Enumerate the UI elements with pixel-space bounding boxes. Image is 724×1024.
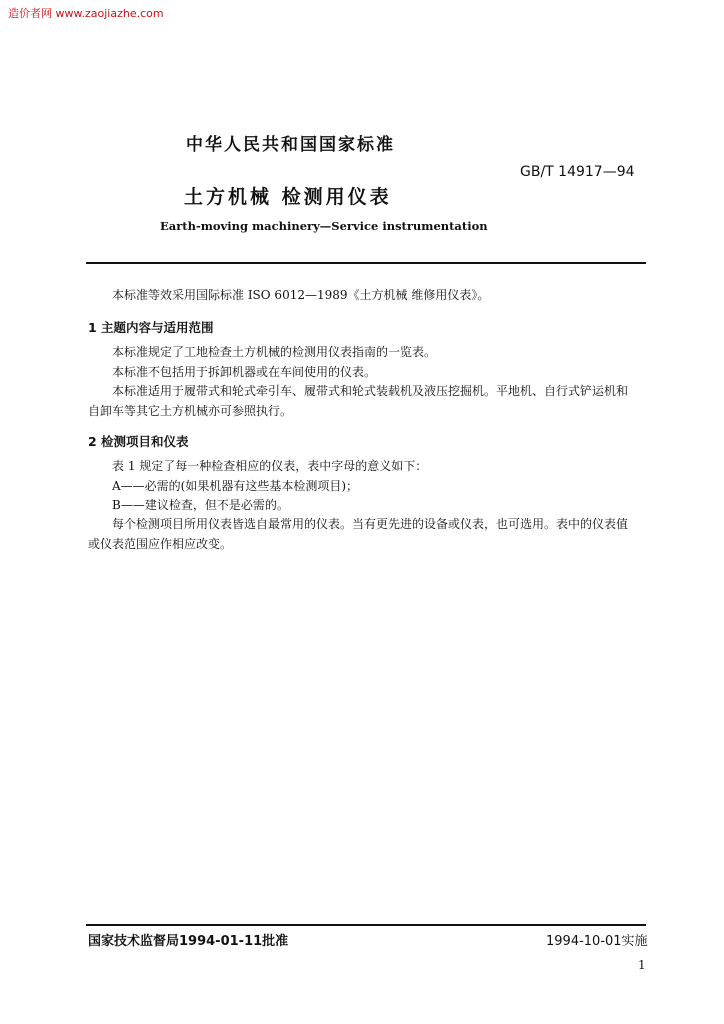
approval-line: 国家技术监督局1994-01-11批准 [88, 934, 289, 949]
section-2-paragraph-4-line-1: 每个检测项目所用仪表皆选自最常用的仪表。当有更先进的设备或仪表，也可选用。表中的仪表值 [112, 517, 629, 531]
section-1-paragraph-1: 本标准规定了工地检查土方机械的检测用仪表指南的一览表。 [112, 345, 437, 359]
section-2-paragraph-1: 表 1 规定了每一种检查相应的仪表，表中字母的意义如下： [112, 459, 428, 473]
section-2-heading: 2 检测项目和仪表 [88, 434, 189, 449]
page-number: 1 [638, 958, 646, 972]
section-1-paragraph-3-line-2: 自卸车等其它土方机械亦可参照执行。 [88, 404, 293, 418]
section-1-paragraph-3-line-1: 本标准适用于履带式和轮式牵引车、履带式和轮式装载机及液压挖掘机。平地机、自行式铲运机和 [112, 384, 629, 398]
national-standard-heading: 中华人民共和国国家标准 [186, 135, 395, 155]
document-title-en: Earth-moving machinery—Service instrumentation [160, 219, 488, 233]
section-2-item-b: B——建议检查，但不是必需的。 [112, 498, 289, 512]
intro-paragraph: 本标准等效采用国际标准 ISO 6012—1989《土方机械 维修用仪表》。 [112, 288, 490, 302]
section-1-paragraph-2: 本标准不包括用于拆卸机器或在车间使用的仪表。 [112, 365, 377, 379]
implementation-date: 1994-10-01实施 [546, 934, 648, 949]
watermark-text: 造价者网 www.zaojiazhe.com [8, 7, 164, 20]
section-2-item-a: A——必需的(如果机器有这些基本检测项目)； [112, 479, 359, 493]
section-2-paragraph-4-line-2: 或仪表范围应作相应改变。 [88, 537, 233, 551]
header-divider [86, 262, 646, 264]
section-1-heading: 1 主题内容与适用范围 [88, 320, 214, 335]
standard-code: GB/T 14917—94 [520, 164, 635, 180]
document-title-cn: 土方机械 检测用仪表 [184, 186, 392, 208]
footer-divider [86, 924, 646, 926]
